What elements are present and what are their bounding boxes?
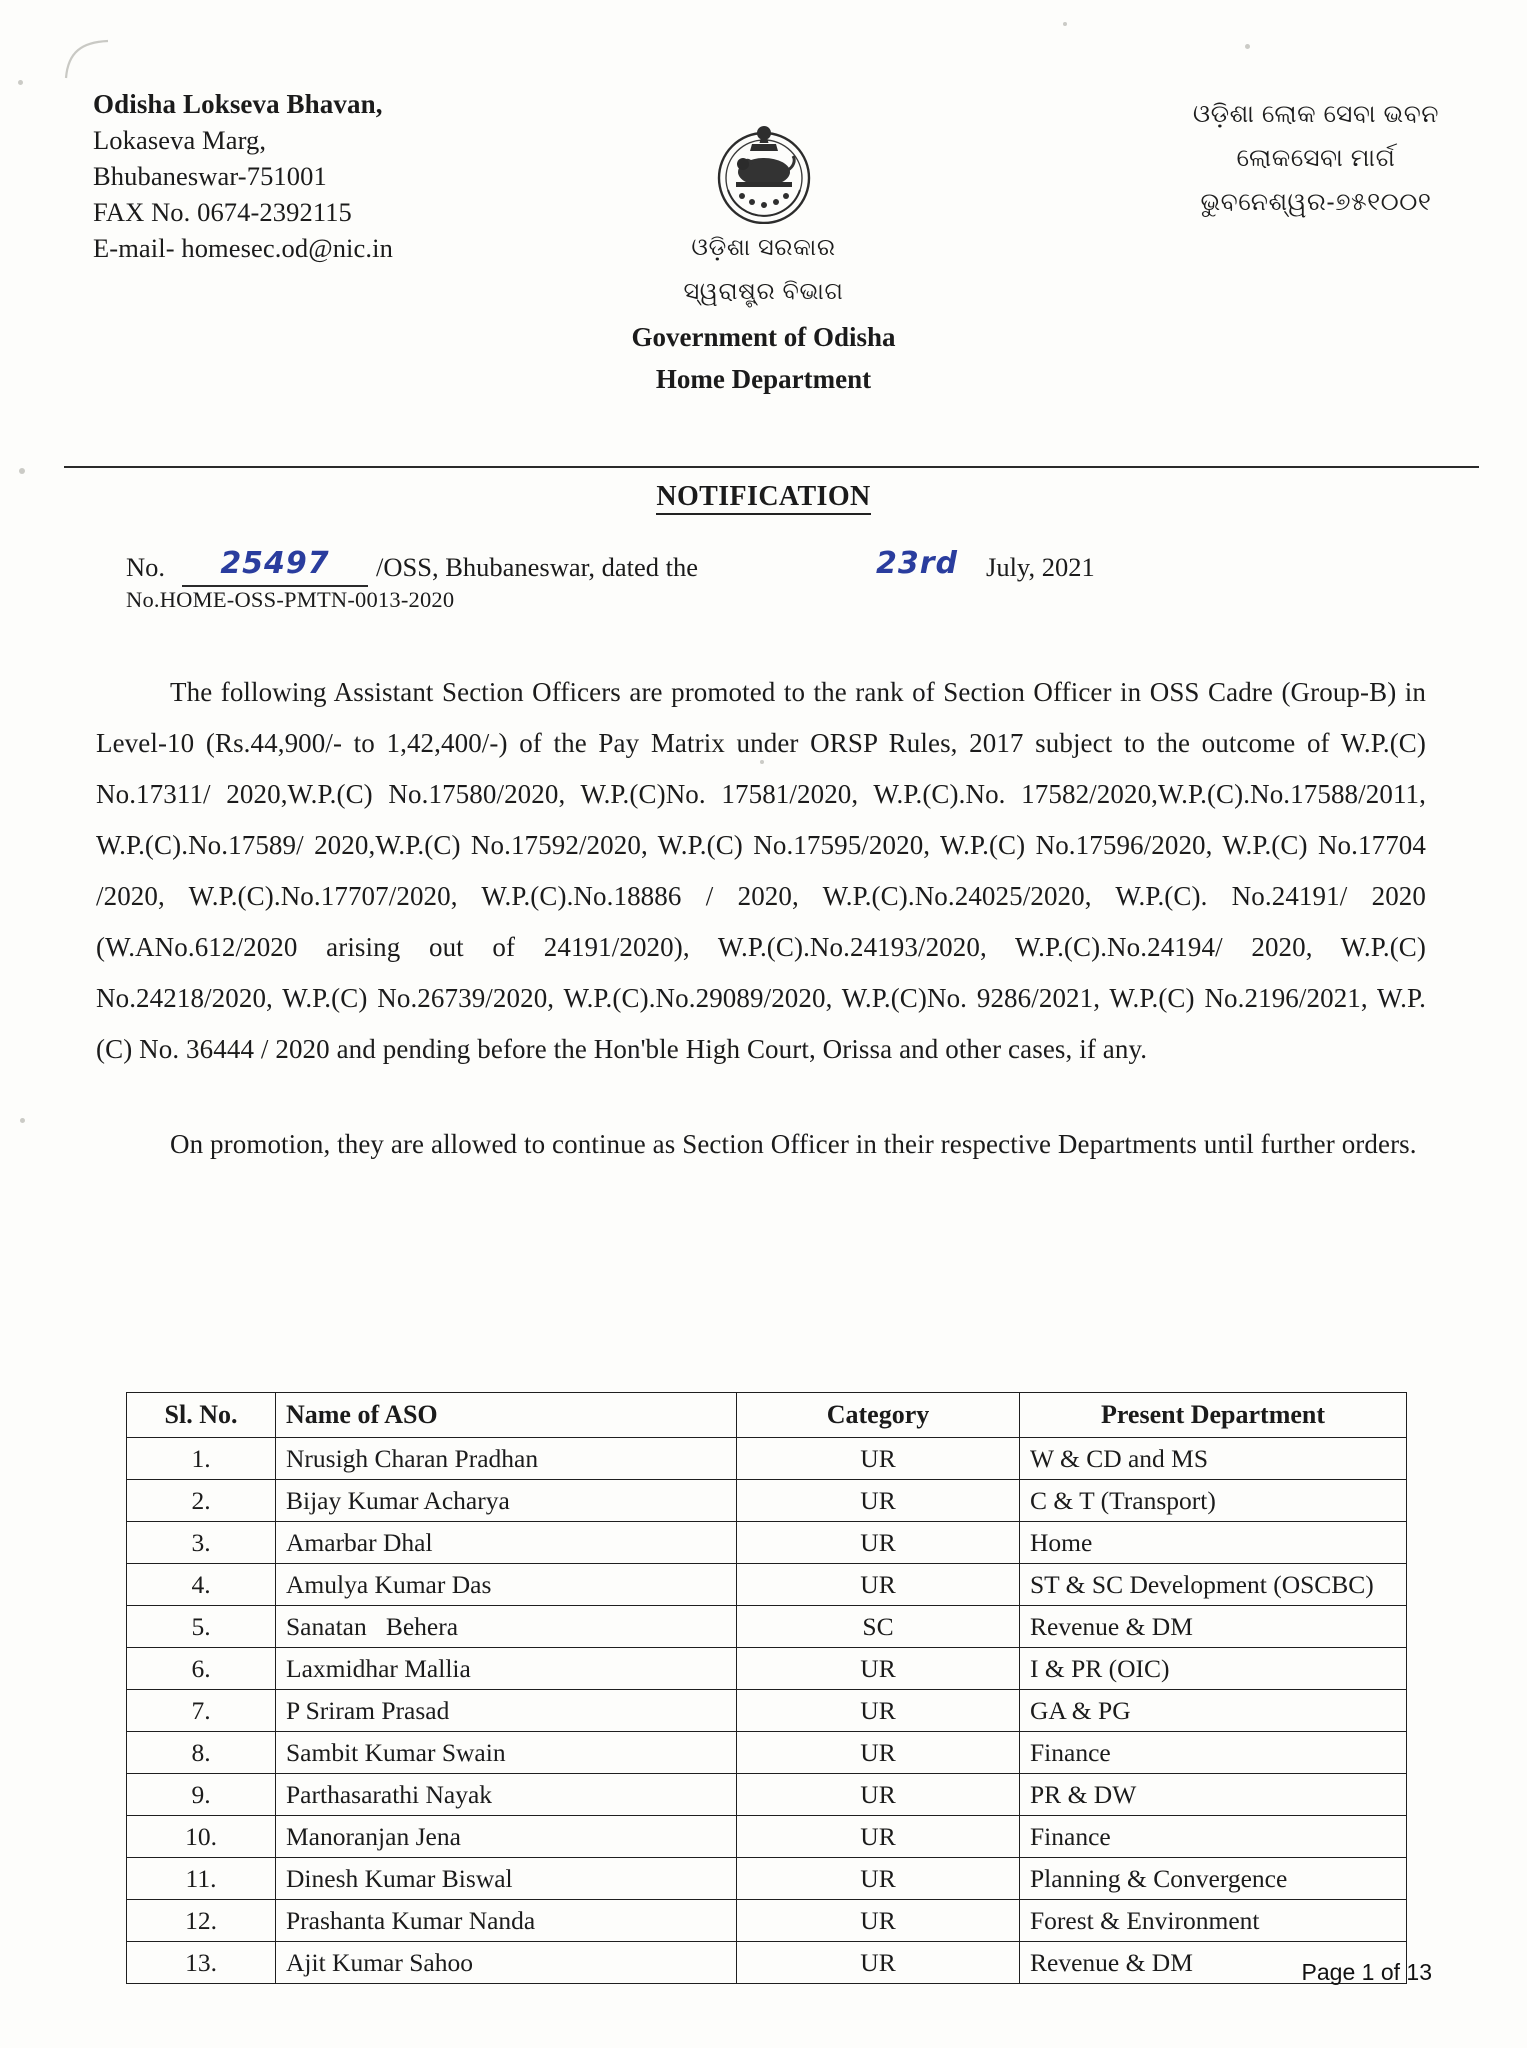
cell-sl-no: 6. <box>127 1648 276 1690</box>
odia-government-line: ଓଡ଼ିଶା ସରକାର <box>691 234 836 261</box>
page-corner-curl <box>64 38 112 82</box>
cell-department: ST & SC Development (OSCBC) <box>1020 1564 1407 1606</box>
scan-speck <box>20 1118 25 1123</box>
cell-category: UR <box>737 1438 1020 1480</box>
cell-name: Dinesh Kumar Biswal <box>276 1858 737 1900</box>
notification-number-line <box>126 548 1447 618</box>
cell-department: Planning & Convergence <box>1020 1858 1407 1900</box>
table-row <box>127 1648 1407 1690</box>
email-line: E-mail- homesec.od@nic.in <box>93 233 393 263</box>
cell-department: Home <box>1020 1522 1407 1564</box>
page-number-footer: Page 1 of 13 <box>1301 1959 1432 1985</box>
address-line-1: Odisha Lokseva Bhavan, <box>93 89 383 119</box>
cell-category: UR <box>737 1858 1020 1900</box>
cell-name: Bijay Kumar Acharya <box>276 1480 737 1522</box>
cell-name: Sambit Kumar Swain <box>276 1732 737 1774</box>
promoted-officers-table <box>126 1392 1407 1984</box>
crest-and-titles <box>0 86 1527 396</box>
scan-speck <box>1063 22 1067 26</box>
cell-name: Prashanta Kumar Nanda <box>276 1900 737 1942</box>
body-paragraph-2: On promotion, they are allowed to continue as Section Officer in their respective Departments until further orders. <box>170 1129 1417 1159</box>
cell-sl-no: 10. <box>127 1816 276 1858</box>
scan-speck <box>19 468 25 474</box>
table-row <box>127 1858 1407 1900</box>
odisha-state-emblem-icon <box>702 120 826 224</box>
table-row <box>127 1522 1407 1564</box>
cell-name: Amarbar Dhal <box>276 1522 737 1564</box>
notification-title: NOTIFICATION <box>656 481 870 515</box>
notification-heading <box>0 481 1527 513</box>
cell-name: P Sriram Prasad <box>276 1690 737 1732</box>
date-day-handwritten: 23rd <box>876 546 959 581</box>
cell-category: UR <box>737 1480 1020 1522</box>
letterhead <box>0 86 1527 394</box>
address-line-2: Lokaseva Marg, <box>93 125 267 155</box>
scan-speck <box>1245 44 1250 49</box>
cell-name: Parthasarathi Nayak <box>276 1774 737 1816</box>
cell-name: Ajit Kumar Sahoo <box>276 1942 737 1984</box>
table-row <box>127 1816 1407 1858</box>
government-of-odisha-title: Government of Odisha <box>631 322 896 352</box>
cell-sl-no: 12. <box>127 1900 276 1942</box>
table-body <box>127 1438 1407 1984</box>
header-divider-rule <box>64 466 1479 468</box>
table-row <box>127 1774 1407 1816</box>
notification-number-handwritten: 25497 <box>182 546 368 587</box>
cell-category: UR <box>737 1900 1020 1942</box>
cell-category: UR <box>737 1648 1020 1690</box>
table-row <box>127 1438 1407 1480</box>
oss-dated-text: /OSS, Bhubaneswar, dated the <box>376 552 699 582</box>
date-month-year: July, 2021 <box>986 552 1095 582</box>
file-number: No.HOME-OSS-PMTN-0013-2020 <box>126 587 455 612</box>
cell-department: W & CD and MS <box>1020 1438 1407 1480</box>
cell-department: Finance <box>1020 1816 1407 1858</box>
cell-category: UR <box>737 1774 1020 1816</box>
table-row <box>127 1606 1407 1648</box>
cell-department: Forest & Environment <box>1020 1900 1407 1942</box>
cell-department: Revenue & DM <box>1020 1606 1407 1648</box>
cell-department: Finance <box>1020 1732 1407 1774</box>
table-row <box>127 1732 1407 1774</box>
cell-sl-no: 8. <box>127 1732 276 1774</box>
cell-sl-no: 9. <box>127 1774 276 1816</box>
cell-category: UR <box>737 1564 1020 1606</box>
table-row <box>127 1942 1407 1984</box>
odia-department-line: ସ୍ୱରାଷ୍ଟ୍ର ବିଭାଗ <box>683 278 844 305</box>
table-row <box>127 1564 1407 1606</box>
table-header-row <box>127 1393 1407 1438</box>
cell-category: UR <box>737 1816 1020 1858</box>
cell-name: Laxmidhar Mallia <box>276 1648 737 1690</box>
cell-sl-no: 7. <box>127 1690 276 1732</box>
table-row <box>127 1480 1407 1522</box>
odia-address-line-2: ଲୋକସେବା ମାର୍ଗ <box>1236 144 1396 172</box>
cell-category: UR <box>737 1522 1020 1564</box>
scan-speck <box>18 80 23 85</box>
cell-name: Manoranjan Jena <box>276 1816 737 1858</box>
table-row <box>127 1690 1407 1732</box>
notification-body <box>96 640 1426 1197</box>
cell-name: Sanatan Behera <box>276 1606 737 1648</box>
cell-department: I & PR (OIC) <box>1020 1648 1407 1690</box>
cell-sl-no: 4. <box>127 1564 276 1606</box>
number-label: No. <box>126 552 166 582</box>
cell-sl-no: 11. <box>127 1858 276 1900</box>
cell-category: UR <box>737 1690 1020 1732</box>
cell-name: Nrusigh Charan Pradhan <box>276 1438 737 1480</box>
column-header-department: Present Department <box>1020 1393 1407 1438</box>
cell-sl-no: 2. <box>127 1480 276 1522</box>
cell-department: PR & DW <box>1020 1774 1407 1816</box>
body-paragraph-1: The following Assistant Section Officers are promoted to the rank of Section Officer in OSS Cadre (Group-B) in Level-10 (Rs.44,900/- to 1,42,400/-) of the Pay Matrix under ORSP Rules, 2017 subject to the outcome of W.P.(C) No.17311/ 2020,W.P.(C) No.17580/2020, W.P.(C)No. 17581/2020, W.P.(C).No. 17582/2020,W.P.(C).No.17588/2011, W.P.(C).No.17589/ 2020,W.P.(C) No.17592/2020, W.P.(C) No.17595/2020, W.P.(C) No.17596/2020, W.P.(C) No.17704 /2020, W.P.(C).No.17707/2020, W.P.(C).No.18886 / 2020, W.P.(C).No.24025/2020, W.P.(C). No.24191/ 2020 (W.ANo.612/2020 arising out of 24191/2020), W.P.(C).No.24193/2020, W.P.(C).No.24194/ 2020, W.P.(C) No.24218/2020, W.P.(C) No.26739/2020, W.P.(C).No.29089/2020, W.P.(C)No. 9286/2021, W.P.(C) No.2196/2021, W.P. (C) No. 36444 / 2020 and pending before the Hon'ble High Court, Orissa and other cases, if any. <box>96 677 1426 1064</box>
promoted-officers-table-wrapper <box>126 1392 1407 1984</box>
odia-address-line-3: ଭୁବନେଶ୍ୱର-୭୫୧୦୦୧ <box>1200 188 1432 216</box>
cell-department: C & T (Transport) <box>1020 1480 1407 1522</box>
cell-sl-no: 13. <box>127 1942 276 1984</box>
cell-name: Amulya Kumar Das <box>276 1564 737 1606</box>
cell-department: GA & PG <box>1020 1690 1407 1732</box>
cell-sl-no: 3. <box>127 1522 276 1564</box>
cell-sl-no: 1. <box>127 1438 276 1480</box>
cell-category: UR <box>737 1942 1020 1984</box>
fax-line: FAX No. 0674-2392115 <box>93 197 352 227</box>
cell-category: UR <box>737 1732 1020 1774</box>
column-header-category: Category <box>737 1393 1020 1438</box>
column-header-name: Name of ASO <box>276 1393 737 1438</box>
cell-category: SC <box>737 1606 1020 1648</box>
address-line-3: Bhubaneswar-751001 <box>93 161 327 191</box>
cell-department: Revenue & DM <box>1020 1942 1407 1984</box>
home-department-title: Home Department <box>655 364 872 394</box>
table-row <box>127 1900 1407 1942</box>
cell-sl-no: 5. <box>127 1606 276 1648</box>
odia-address-line-1: ଓଡ଼ିଶା ଲୋକ ସେବା ଭବନ <box>1192 100 1439 128</box>
column-header-sl-no: Sl. No. <box>127 1393 276 1438</box>
